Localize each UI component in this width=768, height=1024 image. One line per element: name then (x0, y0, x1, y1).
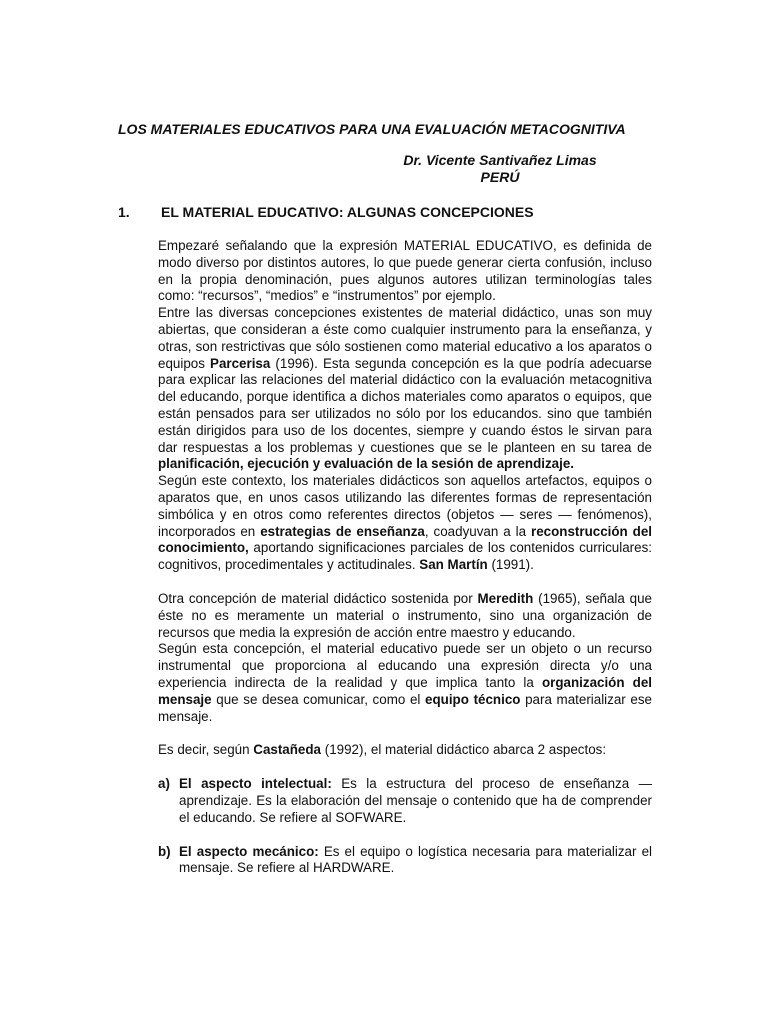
text-run: Según esta concepción, el material educativo puede ser un objeto o un recurso instrumental que proporciona al educando una expresión directa y/o una experiencia indirecta de la realidad y que implica tanto la (158, 641, 652, 690)
text-run: Empezaré señalando que la expresión MATERIAL EDUCATIVO, es definida de modo diverso por distintos autores, lo que puede generar cierta confusión, incluso en la propia denominación, pues algunos autores utilizan terminologías tales como: “recursos”, “medios” e “instrumentos” por ejemplo. (158, 238, 652, 304)
bold-text: El aspecto intelectual: (179, 776, 332, 792)
section-heading (118, 204, 678, 220)
text-run: (1991). (487, 557, 534, 573)
text-run: Entre las diversas concepciones existentes de material didáctico, unas son muy abiertas, que consideran a éste como cualquier instrumento para la enseñanza, y otras, son restrictivas que sólo sostienen como material educativo a los aparatos o equipos (158, 305, 652, 371)
paragraph (158, 641, 652, 725)
document-body (158, 238, 652, 877)
text-run: Según este contexto, los materiales didácticos son aquellos artefactos, equipos o aparatos que, en unos casos utilizando las diferentes formas de representación simbólica y en otros como referentes directos (objetos — seres — fenómenos), incorporados en (158, 473, 652, 539)
bold-text: Castañeda (253, 742, 322, 758)
paragraph (158, 238, 652, 305)
text-run: aportando significaciones parciales de los contenidos curriculares: cognitivos, procedimentales y actitudinales. (158, 540, 652, 573)
paragraph (158, 473, 652, 574)
paragraph (158, 305, 652, 473)
section-heading-text: EL MATERIAL EDUCATIVO: ALGUNAS CONCEPCIONES (161, 204, 534, 220)
bold-text: organización del mensaje (158, 674, 652, 707)
text-run: (1992), el material didáctico abarca 2 aspectos: (321, 742, 607, 758)
text-run: para materializar ese mensaje. (158, 691, 652, 724)
text-run: Otra concepción de material didáctico sostenida por (158, 590, 478, 606)
paragraph (158, 591, 652, 641)
list-item-label: b) (158, 843, 171, 859)
bold-text: planificación, ejecución y evaluación de la sesión de aprendizaje. (158, 456, 574, 472)
text-run: , coadyuvan a la (424, 523, 531, 539)
bold-text: El aspecto mecánico: (179, 843, 319, 859)
bold-text: equipo técnico (425, 691, 521, 707)
bold-text: estrategias de enseñanza (260, 523, 425, 539)
text-run: (1965), señala que éste no es meramente un material o instrumento, sino una organización de recursos que media la expresión de acción entre maestro y educando. (158, 590, 652, 640)
section-number: 1. (118, 204, 130, 220)
list-item (158, 776, 652, 826)
list-item-text (179, 844, 652, 878)
text-run: Es la estructura del proceso de enseñanza — aprendizaje. Es la elaboración del mensaje o contenido que ha de comprender el educando. Se refiere al SOFWARE. (179, 776, 652, 825)
list-item-label: a) (158, 776, 170, 792)
text-run: Es el equipo o logística necesaria para materializar el mensaje. Se refiere al HARDWARE. (179, 843, 652, 876)
list-item (158, 844, 652, 878)
author-name: Dr. Vicente Santivañez Limas (403, 152, 597, 168)
author-country: PERÚ (480, 169, 520, 185)
bold-text: Parcerisa (210, 355, 271, 371)
bold-text: reconstrucción del conocimiento, (158, 523, 653, 556)
paragraph (158, 742, 652, 759)
bold-text: Meredith (477, 590, 534, 606)
text-run: Es decir, según (158, 742, 254, 758)
author-block (300, 152, 700, 186)
list-item-text (179, 776, 652, 826)
document-title: LOS MATERIALES EDUCATIVOS PARA UNA EVALUACIÓN METACOGNITIVA (118, 121, 626, 137)
bold-text: San Martín (419, 557, 488, 573)
text-run: (1996). Esta segunda concepción es la que podría adecuarse para explicar las relaciones del material didáctico con la evaluación metacognitiva del educando, porque identifica a dichos materiales como aparatos o equipos, que están pensados para ser utilizados no sólo por los educandos. sino que también están dirigidos para uso de los docentes, siempre y cuando éstos le sirvan para dar respuestas a los problemas y cuestiones que se le planteen en su tarea de (158, 355, 652, 455)
text-run: que se desea comunicar, como el (211, 691, 426, 707)
